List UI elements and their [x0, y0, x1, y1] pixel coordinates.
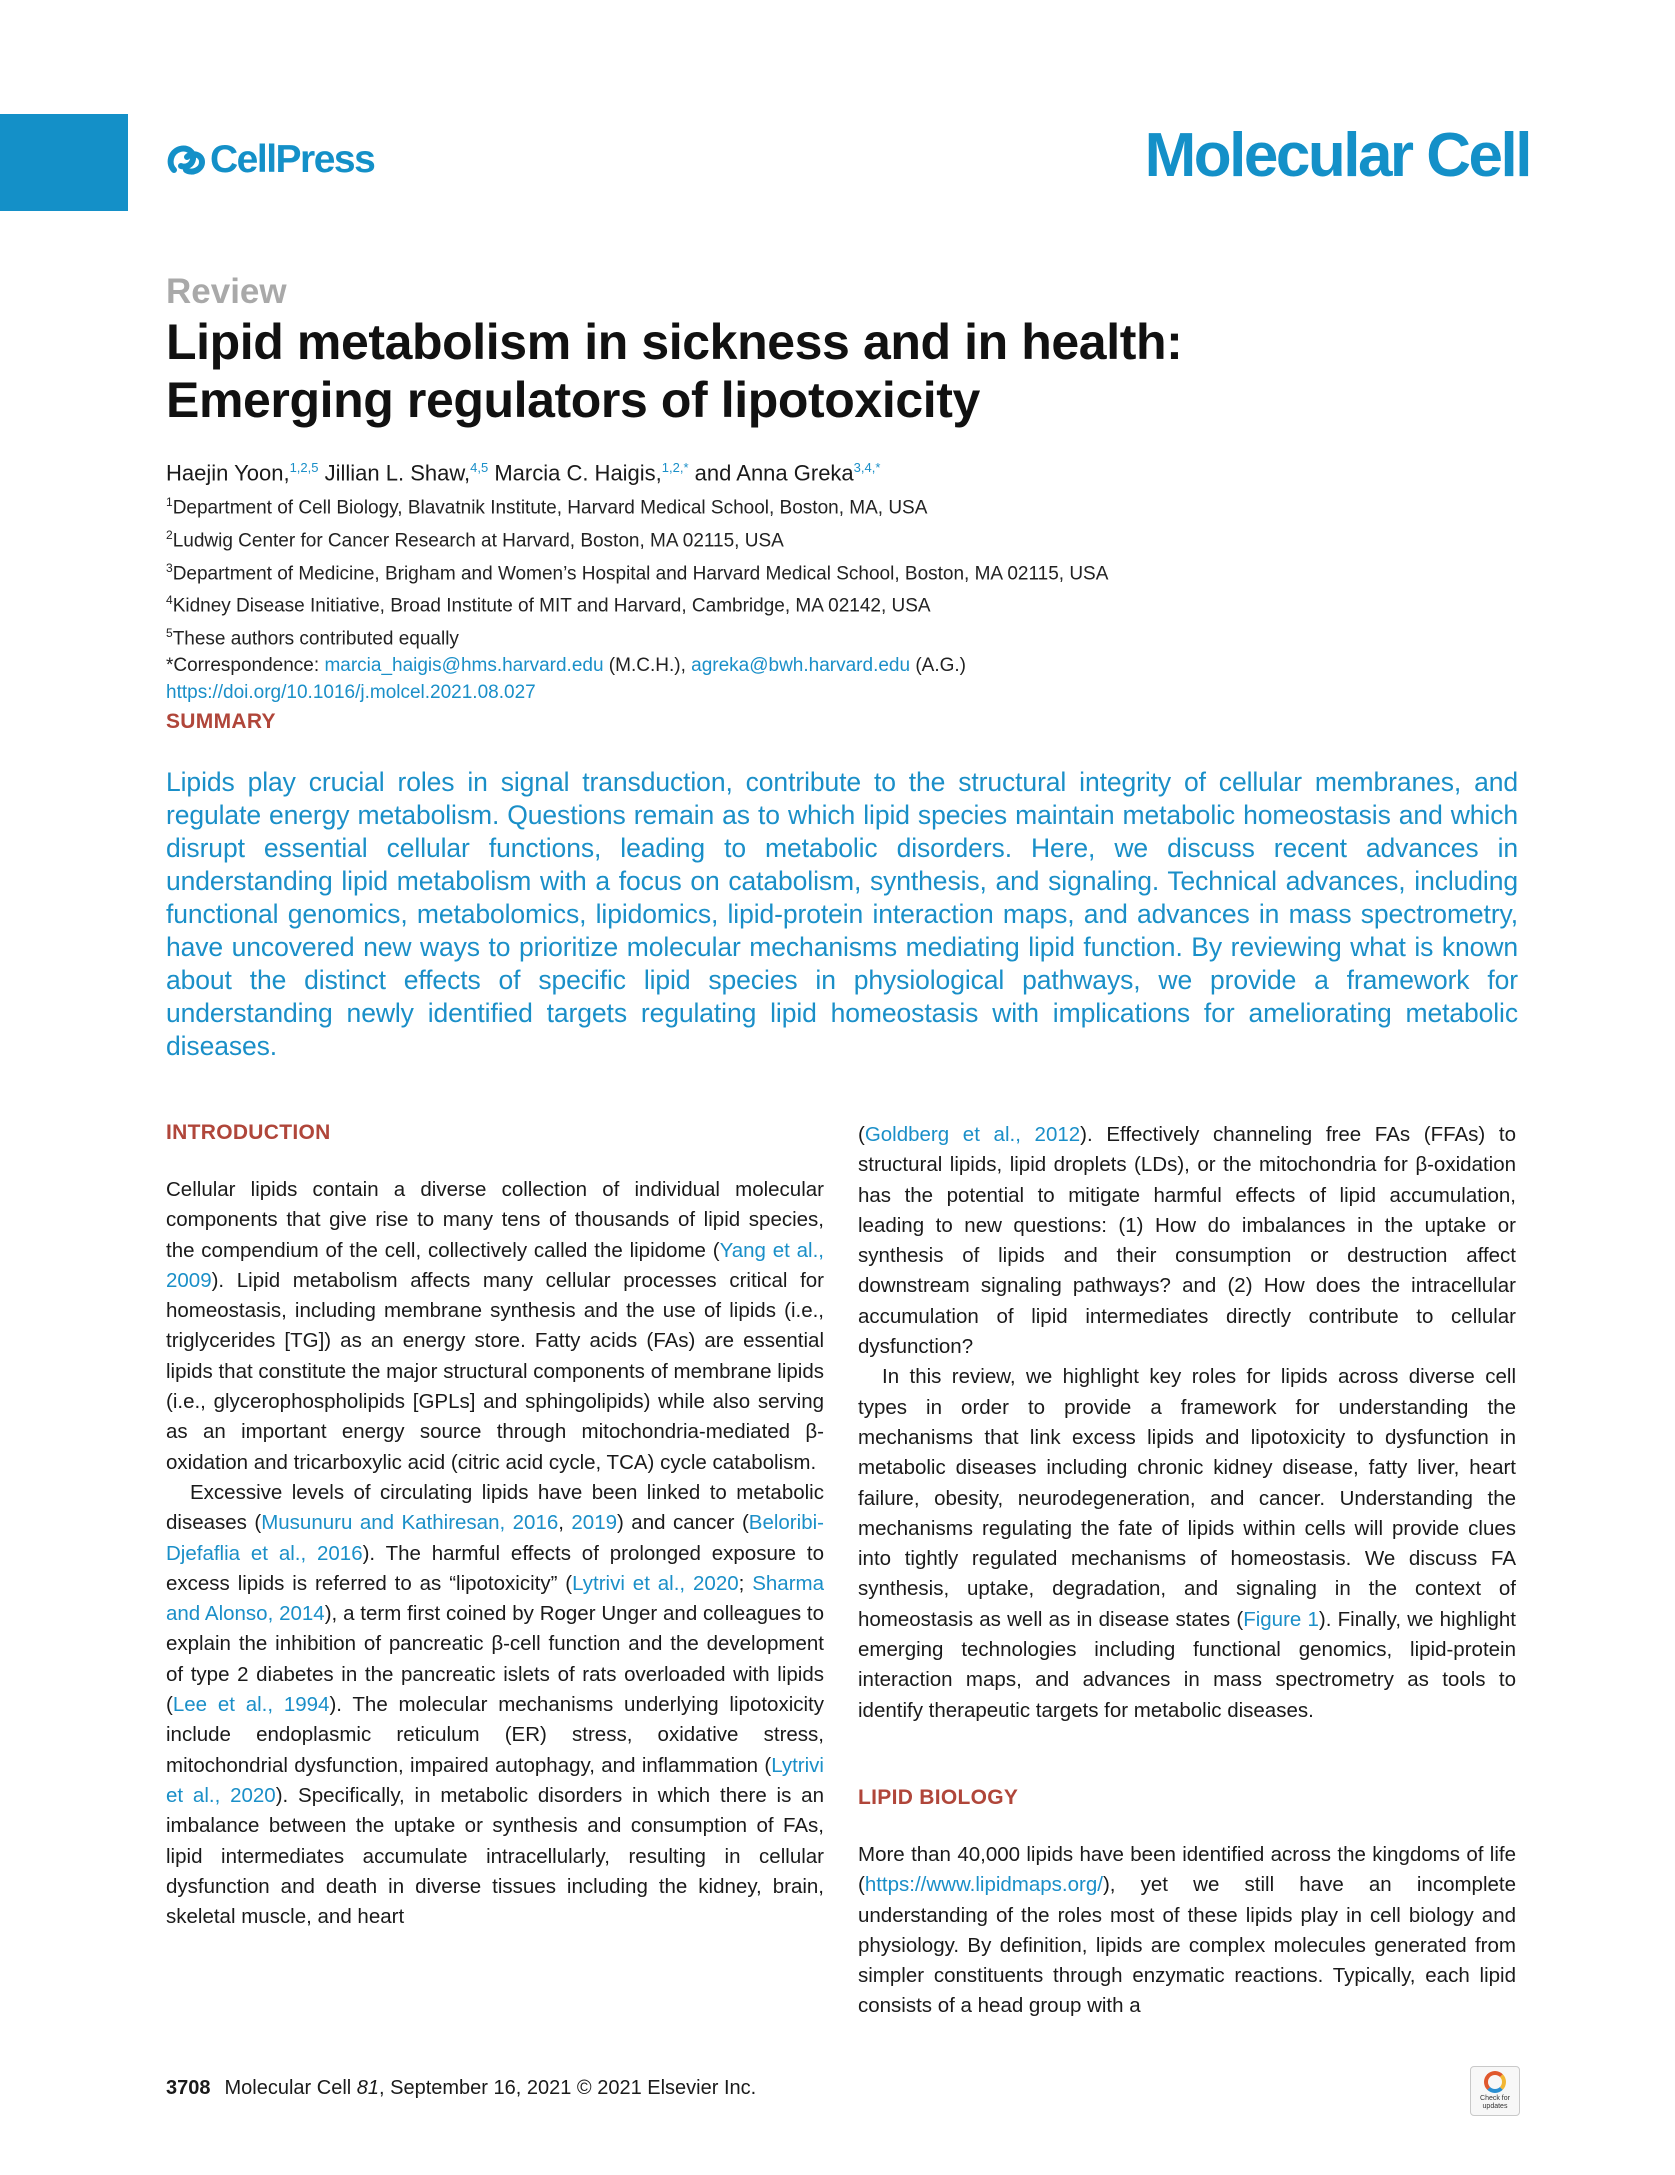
right-paragraph-1: (Goldberg et al., 2012). Effectively channeling free FAs (FFAs) to structural lipids, lipid droplets (LDs), or the mitochondria for β-oxidation has the potential to mitigate harmful effects of lipid accumulation, leading to new questions: (1) How do imbalances in the uptake or synthesis of lipids and their consumption or destruction affect downstream signaling pathways? and (2) How does the intracellular accumulation of lipid intermediates directly contribute to cellular dysfunction?	[858, 1123, 1517, 1359]
citation-link[interactable]: Lee et al., 1994	[172, 1693, 330, 1717]
page-number: 3708	[166, 2077, 211, 2099]
author-name: Marcia C. Haigis,	[488, 460, 662, 486]
volume-number: 81	[356, 2077, 380, 2099]
citation-link[interactable]: 2019	[571, 1511, 618, 1535]
left-column	[166, 1175, 824, 1932]
lipid-biology-paragraph-1: More than 40,000 lipids have been identified across the kingdoms of life (https://www.lipidmaps.org/), yet we still have an incomplete understanding of the roles most of these lipids play in cell biology and physiology. By definition, lipids are complex molecules generated from simpler constituents through enzymatic reactions. Typically, each lipid consists of a head group with a	[858, 1843, 1516, 2018]
lipid-biology-heading: LIPID BIOLOGY	[858, 1786, 1019, 1809]
check-updates-icon	[1484, 2071, 1506, 2093]
citation-link[interactable]: Musunuru and Kathiresan, 2016	[261, 1511, 559, 1535]
email-link-greka[interactable]: agreka@bwh.harvard.edu	[691, 655, 911, 677]
check-updates-label: Check for updates	[1480, 2095, 1510, 2110]
summary-heading: SUMMARY	[166, 710, 276, 733]
cellpress-logo[interactable]	[166, 138, 374, 182]
affiliation-2: $^2$Ludwig Center for Cancer Research at Harvard, Boston, MA 02115, USA	[166, 527, 784, 552]
lipidmaps-link[interactable]: https://www.lipidmaps.org/	[864, 1873, 1103, 1897]
citation-link[interactable]: Lytrivi et al., 2020	[166, 1753, 824, 1807]
doi-link[interactable]: https://doi.org/10.1016/j.molcel.2021.08.027	[166, 681, 536, 703]
citation-link[interactable]: Lytrivi et al., 2020	[572, 1571, 739, 1595]
author-affil-sup[interactable]: 1,2,*	[661, 460, 689, 475]
doi	[166, 680, 1108, 707]
right-paragraph-2: In this review, we highlight key roles for lipids across diverse cell types in order to provide a framework for understanding the mechanisms that link excess lipids and lipotoxicity to dysfunction in metabolic diseases including chronic kidney disease, fatty liver, heart failure, obesity, neurodegeneration, and cancer. Understanding the mechanisms regulating the fate of lipids within cells will provide clues into tightly regulated mechanisms of homeostasis. We discuss FA synthesis, uptake, degradation, and signaling in the context of homeostasis as well as in disease states (Figure 1). Finally, we highlight emerging technologies including functional genomics, lipid-protein interaction maps, and advances in mass spectrometry as tools to identify therapeutic targets for metabolic diseases.	[858, 1365, 1516, 1722]
title-line-2: Emerging regulators of lipotoxicity	[166, 372, 980, 428]
author-name: Haejin Yoon,	[166, 460, 290, 486]
summary-text: Lipids play crucial roles in signal transduction, contribute to the structural integrity of cellular membranes, and regulate energy metabolism. Questions remain as to which lipid species maintain metabolic homeostasis and which disrupt essential cellular functions, leading to metabolic disorders. Here, we discuss recent advances in understanding lipid metabolism with a focus on catabolism, synthesis, and signaling. Technical advances, including functional genomics, metabolomics, lipidomics, lipid-protein interaction maps, and advances in mass spectrometry, have uncovered new ways to prioritize molecular mechanisms mediating lipid function. By reviewing what is known about the distinct effects of specific lipid species in physiological pathways, we provide a framework for understanding newly identified targets regulating lipid homeostasis with implications for ameliorating metabolic diseases.	[166, 767, 1518, 1061]
journal-name[interactable]: Molecular Cell	[1144, 121, 1530, 190]
correspondence: *Correspondence: marcia_haigis@hms.harvard.edu (M.C.H.), agreka@bwh.harvard.edu (A.G.)	[166, 655, 967, 677]
affiliation-5: $^5$These authors contributed equally	[166, 626, 459, 650]
intro-paragraph-2: Excessive levels of circulating lipids have been linked to metabolic diseases (Musunuru and Kathiresan, 2016, 2019) and cancer (Beloribi-Djefaflia et al., 2016). The harmful effects of prolonged exposure to excess lipids is referred to as “lipotoxicity” (Lytrivi et al., 2020; Sharma and Alonso, 2014), a term first coined by Roger Unger and colleagues to explain the inhibition of pancreatic β-cell function and the development of type 2 diabetes in the pancreatic islets of rats overloaded with lipids (Lee et al., 1994). The molecular mechanisms underlying lipotoxicity include endoplasmic reticulum (ER) stress, oxidative stress, mitochondrial dysfunction, impaired autophagy, and inflammation (Lytrivi et al., 2020). Specifically, in metabolic disorders in which there is an imbalance between the uptake or synthesis and consumption of FAs, lipid intermediates accumulate intracellularly, resulting in cellular dysfunction and death in diverse tissues including the kidney, brain, skeletal muscle, and heart	[166, 1480, 824, 1929]
citation-link[interactable]: Sharma and Alonso, 2014	[166, 1571, 824, 1626]
article-type: Review	[166, 272, 287, 311]
lipid-biology-column	[858, 1840, 1516, 2022]
citation-link[interactable]: Beloribi-Djefaflia et al., 2016	[166, 1511, 824, 1565]
affiliations	[166, 489, 1108, 706]
citation-link[interactable]: Yang et al., 2009	[166, 1238, 824, 1292]
author-list	[166, 460, 880, 486]
intro-paragraph-1: Cellular lipids contain a diverse collection of individual molecular components that give rise to many tens of thousands of lipid species, the compendium of the cell, collectively called the lipidome (Yang et al., 2009). Lipid metabolism affects many cellular processes critical for homeostasis, including membrane synthesis and the use of lipids (i.e., triglycerides [TG]) as an energy store. Fatty acids (FAs) are essential lipids that constitute the major structural components of membrane lipids (i.e., glycerophospholipids [GPLs] and sphingolipids) while also serving as an important energy source through mitochondria-mediated β-oxidation and tricarboxylic acid (citric acid cycle, TCA) cycle catabolism.	[166, 1178, 824, 1474]
title-line-1: Lipid metabolism in sickness and in health:	[166, 314, 1183, 370]
affiliation-1: $^1$Department of Cell Biology, Blavatnik Institute, Harvard Medical School, Boston, MA, USA	[166, 495, 928, 519]
publisher-name: CellPress	[210, 138, 375, 181]
corner-color-block	[0, 114, 128, 211]
cellpress-icon	[166, 140, 206, 180]
introduction-heading: INTRODUCTION	[166, 1121, 331, 1144]
email-link-haigis[interactable]: marcia_haigis@hms.harvard.edu	[324, 655, 604, 677]
author-name: Jillian L. Shaw,	[318, 460, 471, 486]
article-title	[166, 313, 1546, 429]
check-for-updates-button[interactable]	[1470, 2066, 1520, 2116]
citation-link[interactable]: Goldberg et al., 2012	[864, 1123, 1081, 1146]
page-footer: 3708 Molecular Cell 81, September 16, 2021 © 2021 Elsevier Inc.	[166, 2077, 757, 2099]
author-name: and Anna Greka	[688, 460, 854, 486]
figure-link[interactable]: Figure 1	[1243, 1607, 1319, 1631]
author-affil-sup[interactable]: 4,5	[470, 460, 489, 475]
affiliation-3: $^3$Department of Medicine, Brigham and Women’s Hospital and Harvard Medical School, Boston, MA 02115, USA	[166, 560, 1109, 584]
affiliation-4: $^4$Kidney Disease Initiative, Broad Institute of MIT and Harvard, Cambridge, MA 02142, USA	[166, 593, 931, 617]
right-column	[858, 1120, 1516, 1726]
author-affil-sup[interactable]: 3,4,*	[853, 460, 881, 475]
author-affil-sup[interactable]: 1,2,5	[289, 460, 319, 475]
